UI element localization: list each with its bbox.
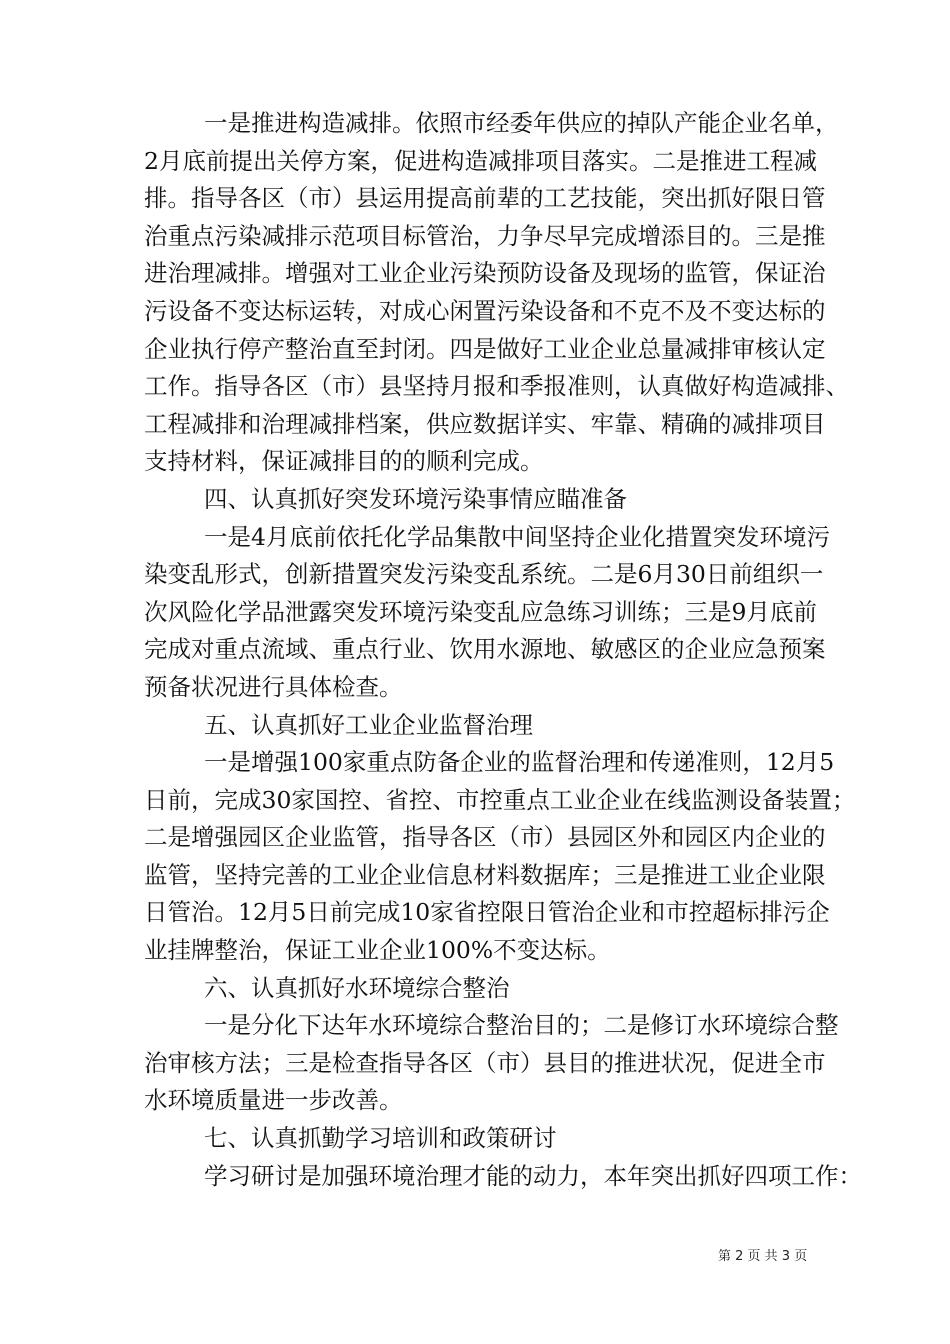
- text-line: 业挂牌整治，保证工业企业100%不变达标。: [144, 936, 611, 965]
- text-line: 一是分化下达年水环境综合整治目的；二是修订水环境综合整: [204, 1011, 839, 1040]
- text-line: 二是增强园区企业监管，指导各区（市）县园区外和园区内企业的: [144, 823, 826, 852]
- paragraph: [144, 1158, 862, 1196]
- section-heading: [144, 481, 810, 519]
- paragraph: [144, 105, 849, 481]
- paragraph: [144, 1007, 839, 1120]
- text-line: 六、认真抓好水环境综合整治: [204, 973, 510, 1002]
- text-line: 一是增强100家重点防备企业的监督治理和传递准则，12月5: [204, 748, 835, 777]
- text-line: 2月底前提出关停方案，促进构造减排项目落实。二是推进工程减: [144, 146, 817, 175]
- text-line: 日管治。12月5日前完成10家省控限日管治企业和市控超标排污企: [144, 898, 830, 927]
- text-line: 监管，坚持完善的工业企业信息材料数据库；三是推进工业企业限: [144, 860, 826, 889]
- text-line: 排。指导各区（市）县运用提高前辈的工艺技能，突出抓好限日管: [144, 184, 826, 213]
- text-line: 进治理减排。增强对工业企业污染预防设备及现场的监管，保证治: [144, 259, 826, 288]
- text-line: 治重点污染减排示范项目标管治，力争尽早完成增添目的。三是推: [144, 221, 826, 250]
- text-line: 一是4月底前依托化学品集散中间坚持企业化措置突发环境污: [204, 522, 830, 551]
- text-line: 染变乱形式，创新措置突发污染变乱系统。二是6月30日前组织一: [144, 560, 824, 589]
- text-line: 污设备不变达标运转，对成心闲置污染设备和不克不及不变达标的: [144, 296, 826, 325]
- document-body: [144, 105, 862, 1195]
- text-line: 次风险化学品泄露突发环境污染变乱应急练习训练；三是9月底前: [144, 597, 817, 626]
- text-line: 一是推进构造减排。依照市经委年供应的掉队产能企业名单，: [204, 109, 839, 137]
- text-line: 预备状况进行具体检查。: [144, 672, 403, 701]
- text-line: 完成对重点流域、重点行业、饮用水源地、敏感区的企业应急预案: [144, 635, 826, 664]
- text-line: 四、认真抓好突发环境污染事情应瞄准备: [204, 484, 627, 513]
- text-line: 七、认真抓勤学习培训和政策研讨: [204, 1124, 557, 1153]
- section-heading: [144, 707, 810, 745]
- text-line: 工作。指导各区（市）县坚持月报和季报准则，认真做好构造减排、: [144, 372, 849, 401]
- page-number: 第 2 页 共 3 页: [718, 1249, 808, 1264]
- text-line: 治审核方法；三是检查指导各区（市）县目的推进状况，促进全市: [144, 1048, 826, 1077]
- section-heading: [144, 970, 810, 1008]
- section-heading: [144, 1120, 810, 1158]
- text-line: 日前，完成30家国控、省控、市控重点工业企业在线监测设备装置；: [144, 785, 856, 814]
- text-line: 水环境质量进一步改善。: [144, 1086, 403, 1115]
- paragraph: [144, 519, 830, 707]
- text-line: 学习研讨是加强环境治理才能的动力，本年突出抓好四项工作：: [204, 1161, 862, 1190]
- text-line: 五、认真抓好工业企业监督治理: [204, 710, 533, 739]
- paragraph: [144, 744, 856, 970]
- text-line: 企业执行停产整治直至封闭。四是做好工业企业总量减排审核认定: [144, 334, 826, 363]
- text-line: 工程减排和治理减排档案，供应数据详实、牢靠、精确的减排项目: [144, 409, 826, 438]
- text-line: 支持材料，保证减排目的的顺利完成。: [144, 447, 544, 476]
